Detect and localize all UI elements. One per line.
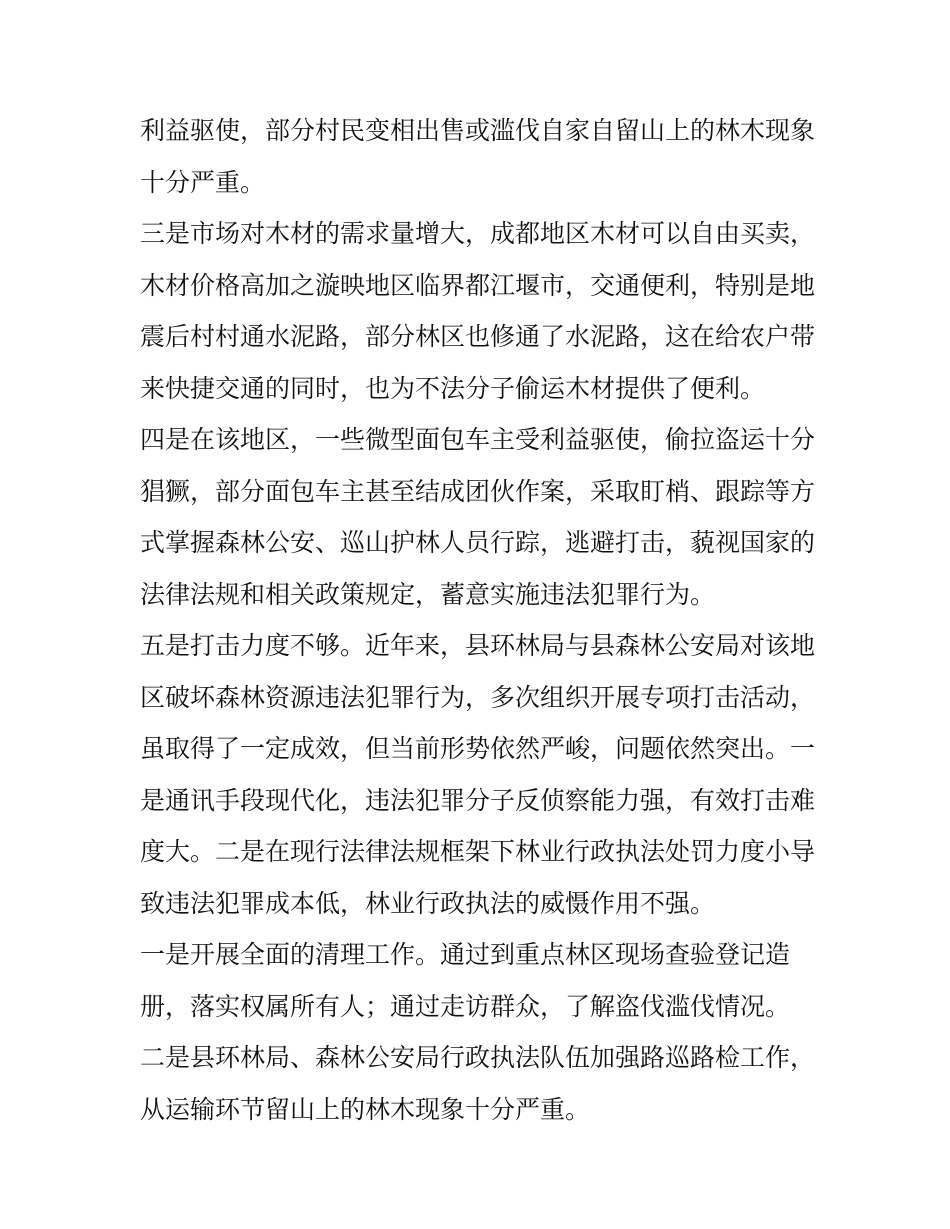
text-line: 虽取得了一定成效，但当前形势依然严峻，问题依然突出。一 bbox=[140, 734, 816, 763]
text-line: 法律法规和相关政策规定，蓄意实施违法犯罪行为。 bbox=[140, 579, 716, 609]
text-line: 度大。二是在现行法律法规框架下林业行政执法处罚力度小导 bbox=[140, 837, 816, 866]
body-text bbox=[140, 105, 820, 1135]
text-line: 十分严重。 bbox=[140, 167, 266, 197]
text-line: 式掌握森林公安、巡山护林人员行踪，逃避打击，藐视国家的 bbox=[140, 528, 816, 557]
text-line: 从运输环节留山上的林木现象十分严重。 bbox=[140, 1094, 591, 1124]
text-line: 四是在该地区，一些微型面包车主受利益驱使，偷拉盗运十分 bbox=[140, 425, 816, 454]
text-line: 三是市场对木材的需求量增大，成都地区木材可以自由买卖， bbox=[140, 219, 816, 248]
text-line: 二是县环林局、森林公安局行政执法队伍加强路巡路检工作， bbox=[140, 1043, 816, 1072]
text-line: 猖獗，部分面包车主甚至结成团伙作案，采取盯梢、跟踪等方 bbox=[140, 476, 816, 506]
text-line: 利益驱使，部分村民变相出售或滥伐自家自留山上的林木现象 bbox=[140, 116, 816, 145]
text-line: 震后村村通水泥路，部分林区也修通了水泥路，这在给农户带 bbox=[140, 322, 816, 351]
text-line: 五是打击力度不够。近年来，县环林局与县森林公安局对该地 bbox=[140, 631, 816, 660]
text-line: 是通讯手段现代化，违法犯罪分子反侦察能力强，有效打击难 bbox=[140, 785, 816, 815]
text-line: 一是开展全面的清理工作。通过到重点林区现场查验登记造 bbox=[140, 940, 791, 969]
text-line: 致违法犯罪成本低，林业行政执法的威慑作用不强。 bbox=[140, 888, 716, 918]
text-line: 区破坏森林资源违法犯罪行为，多次组织开展专项打击活动， bbox=[140, 682, 816, 712]
text-line: 册，落实权属所有人；通过走访群众，了解盗伐滥伐情况。 bbox=[140, 991, 791, 1021]
text-line: 来快捷交通的同时，也为不法分子偷运木材提供了便利。 bbox=[140, 373, 766, 403]
text-line: 木材价格高加之漩映地区临界都江堰市，交通便利，特别是地 bbox=[140, 270, 816, 300]
